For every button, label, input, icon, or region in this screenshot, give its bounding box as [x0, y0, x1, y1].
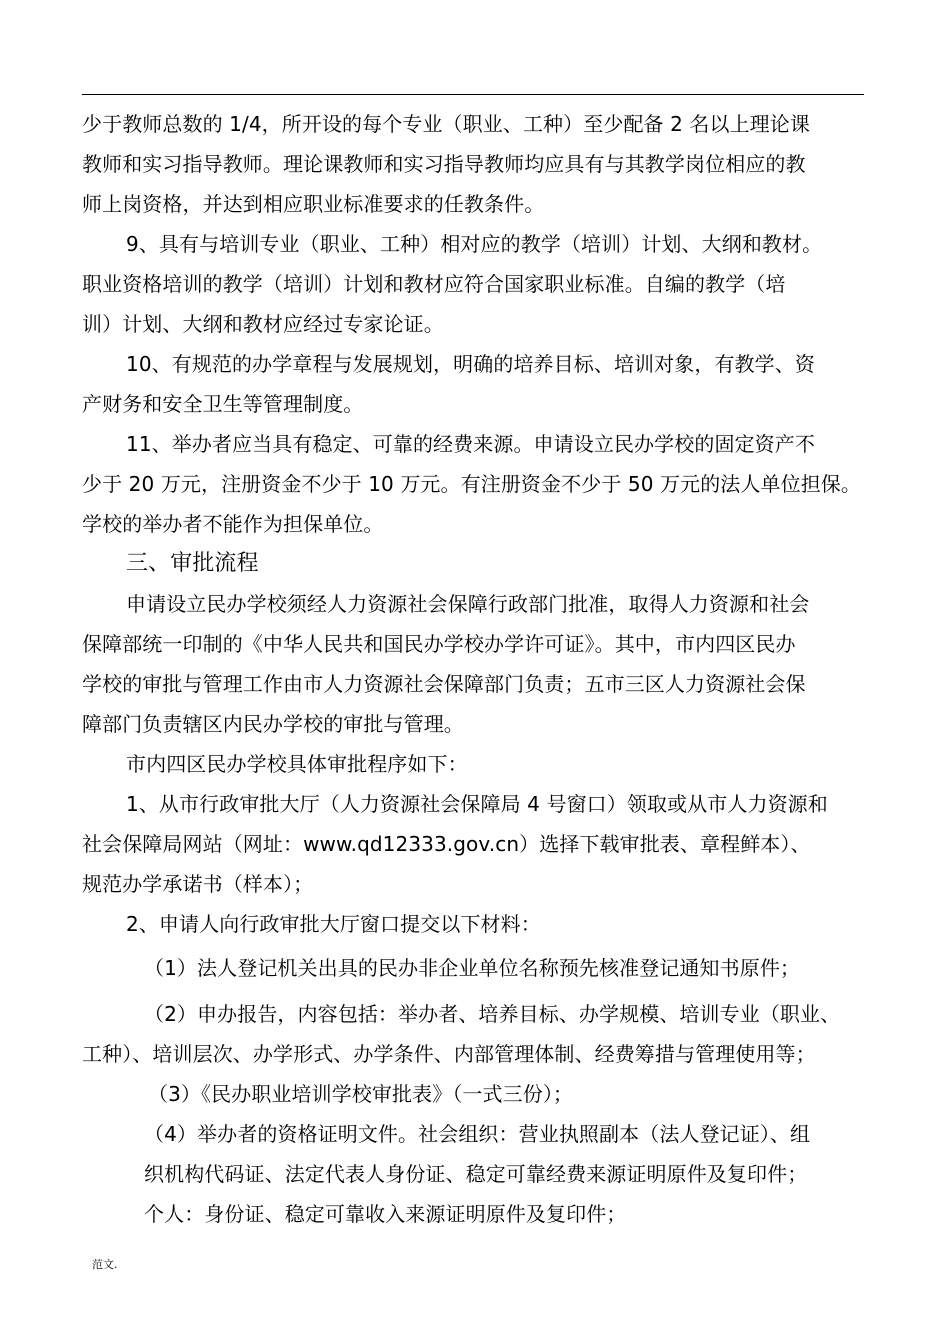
item-10-line: 10、有规范的办学章程与发展规划，明确的培养目标、培训对象，有教学、资 — [126, 352, 815, 376]
paragraph-line: 保障部统一印制的《中华人民共和国民办学校办学许可证》。其中，市内四区民办 — [82, 632, 796, 656]
item-11-line: 11、举办者应当具有稳定、可靠的经费来源。申请设立民办学校的固定资产不 — [126, 432, 815, 456]
paragraph-line: 申请设立民办学校须经人力资源社会保障行政部门批准，取得人力资源和社会 — [126, 592, 810, 616]
material-2-line: （2）申办报告，内容包括：举办者、培养目标、办学规模、培训专业（职业、 — [144, 1002, 841, 1026]
paragraph-line: 训）计划、大纲和教材应经过专家论证。 — [82, 312, 444, 336]
page-footer: 范文. — [92, 1258, 118, 1271]
step-2-line: 2、申请人向行政审批大厅窗口提交以下材料： — [126, 912, 541, 936]
paragraph-line: 学校的审批与管理工作由市人力资源社会保障部门负责；五市三区人力资源社会保 — [82, 672, 806, 696]
paragraph-line: 教师和实习指导教师。理论课教师和实习指导教师均应具有与其教学岗位相应的教 — [82, 152, 806, 176]
section-heading: 三、审批流程 — [126, 551, 259, 576]
paragraph-line: 学校的举办者不能作为担保单位。 — [82, 512, 384, 536]
paragraph-line: 职业资格培训的教学（培训）计划和教材应符合国家职业标准。自编的教学（培 — [82, 272, 786, 296]
paragraph-line: 障部门负责辖区内民办学校的审批与管理。 — [82, 712, 464, 736]
document-body — [82, 104, 872, 1234]
paragraph-line: 少于 20 万元，注册资金不少于 10 万元。有注册资金不少于 50 万元的法人单位担保。 — [82, 472, 861, 496]
paragraph-line: 师上岗资格，并达到相应职业标准要求的任教条件。 — [82, 192, 545, 216]
paragraph-line: 少于教师总数的 1/4，所开设的每个专业（职业、工种）至少配备 2 名以上理论课 — [82, 112, 810, 136]
paragraph-line: 织机构代码证、法定代表人身份证、稳定可靠经费来源证明原件及复印件； — [144, 1162, 808, 1186]
header-rule — [82, 94, 864, 95]
item-9-line: 9、具有与培训专业（职业、工种）相对应的教学（培训）计划、大纲和教材。 — [126, 232, 823, 256]
paragraph-line: 个人：身份证、稳定可靠收入来源证明原件及复印件； — [144, 1202, 627, 1226]
paragraph-line: 规范办学承诺书（样本）； — [82, 872, 314, 896]
step-1-line: 1、从市行政审批大厅（人力资源社会保障局 4 号窗口）领取或从市人力资源和 — [126, 792, 828, 816]
material-4-line: （4）举办者的资格证明文件。社会组织：营业执照副本（法人登记证）、组 — [144, 1122, 811, 1146]
paragraph-line: 市内四区民办学校具体审批程序如下： — [126, 752, 468, 776]
material-3-line: （3）《民办职业培训学校审批表》（一式三份）； — [148, 1082, 574, 1106]
material-1-line: （1）法人登记机关出具的民办非企业单位名称预先核准登记通知书原件； — [144, 956, 801, 980]
paragraph-line: 社会保障局网站（网址：www.qd12333.gov.cn）选择下载审批表、章程鲜本）、 — [82, 832, 811, 856]
paragraph-line: 产财务和安全卫生等管理制度。 — [82, 392, 364, 416]
paragraph-line: 工种）、培训层次、办学形式、办学条件、内部管理体制、经费筹措与管理使用等； — [82, 1042, 816, 1066]
